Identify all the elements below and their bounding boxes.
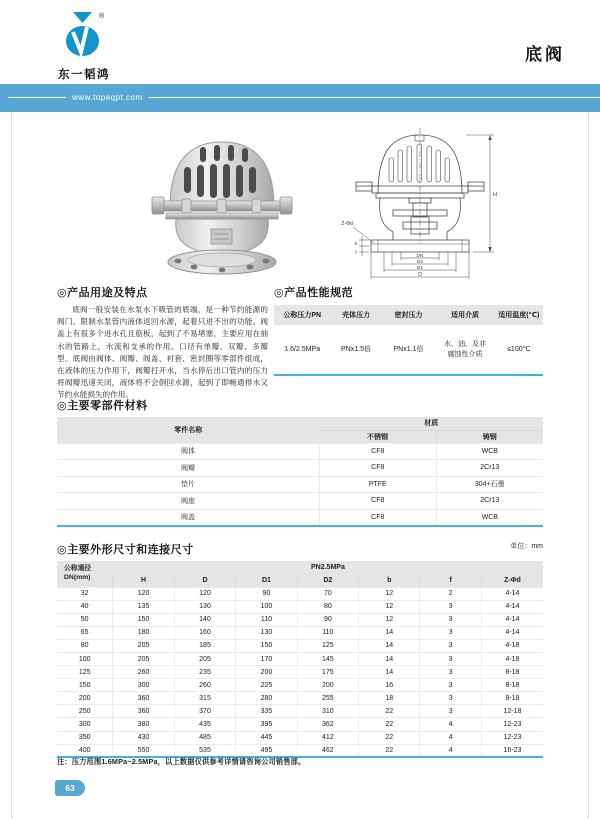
table-cell: 3 (420, 652, 481, 665)
features-heading: ◎产品用途及特点 (57, 287, 148, 299)
table-cell: 12 (359, 613, 420, 626)
table-cell: 4-18 (481, 652, 543, 665)
table-cell: 40 (57, 600, 113, 613)
table-cell: 2Cr13 (436, 493, 543, 510)
table-cell: 2 (420, 587, 481, 600)
table-cell: 315 (174, 692, 235, 705)
section-dimensions (57, 541, 543, 758)
table-cell: 110 (297, 626, 358, 639)
table-cell: 4-14 (481, 600, 543, 613)
column-header: D (174, 574, 235, 587)
table-cell: 485 (174, 731, 235, 744)
column-header: 铸钢 (436, 430, 543, 443)
section-features (57, 284, 268, 402)
table-cell: CF8 (319, 493, 436, 510)
table-cell: 90 (236, 587, 297, 600)
table-cell: 80 (57, 639, 113, 652)
table-cell: 3 (420, 626, 481, 639)
table-header-row (274, 305, 543, 325)
table-cell: 3 (420, 613, 481, 626)
table-row (57, 679, 543, 692)
table-cell: 170 (236, 652, 297, 665)
table-cell: 160 (174, 626, 235, 639)
table-row (57, 639, 543, 652)
table-row (57, 692, 543, 705)
dn-header-line1: 公称通径 (64, 565, 92, 573)
table-cell: 22 (359, 731, 420, 744)
table-cell: ≤100℃ (495, 325, 543, 375)
table-row (57, 718, 543, 731)
table-cell: 495 (236, 744, 297, 757)
right-border-line (588, 112, 589, 819)
dimensions-table (57, 561, 543, 758)
table-cell: 550 (113, 744, 174, 757)
table-cell: 445 (236, 731, 297, 744)
column-header: H (113, 574, 174, 587)
table-cell: PNx1.5倍 (330, 325, 381, 375)
table-cell: 205 (113, 639, 174, 652)
table-cell: 310 (297, 705, 358, 718)
column-group-header: PN2.5MPa (113, 561, 543, 574)
table-cell: 22 (359, 718, 420, 731)
table-cell: 8-18 (481, 666, 543, 679)
table-cell: WCB (436, 443, 543, 460)
table-cell: 3 (420, 639, 481, 652)
column-header: 适用温度(℃) (495, 305, 543, 325)
table-cell: 4-14 (481, 613, 543, 626)
table-cell: 120 (113, 587, 174, 600)
table-cell: 300 (57, 718, 113, 731)
table-cell: 260 (174, 679, 235, 692)
table-cell: 1.6/2.5MPa (274, 325, 330, 375)
table-cell: 535 (174, 744, 235, 757)
table-cell: 185 (174, 639, 235, 652)
table-cell: 395 (236, 718, 297, 731)
table-cell: 32 (57, 587, 113, 600)
dim-label-h: H (493, 192, 497, 198)
table-cell: 14 (359, 639, 420, 652)
page-title: 底阀 (525, 45, 565, 64)
table-cell: 250 (57, 705, 113, 718)
table-cell: 362 (297, 718, 358, 731)
table-cell: CF8 (319, 443, 436, 460)
table-subheader-row (57, 574, 543, 587)
table-cell: 360 (113, 705, 174, 718)
table-cell: 180 (113, 626, 174, 639)
table-cell: 14 (359, 626, 420, 639)
column-header: 零件名称 (57, 417, 319, 443)
section-materials (57, 397, 543, 527)
table-cell: 50 (57, 613, 113, 626)
left-border-line (11, 112, 12, 819)
table-cell: 130 (236, 626, 297, 639)
column-header: D1 (236, 574, 297, 587)
unit-label: 单位：mm (510, 543, 543, 550)
table-cell: 阀座 (57, 493, 319, 510)
table-cell: 120 (174, 587, 235, 600)
table-cell: 14 (359, 666, 420, 679)
table-cell: 4-14 (481, 626, 543, 639)
table-cell: 12-23 (481, 731, 543, 744)
dim-label-zd: Z-Φd (341, 221, 353, 227)
table-cell: 462 (297, 744, 358, 757)
column-group-header: 材质 (319, 417, 543, 430)
table-row (57, 493, 543, 510)
table-cell: CF8 (319, 460, 436, 477)
table-cell: 260 (113, 666, 174, 679)
table-cell: PTFE (319, 476, 436, 493)
table-cell: 阀体 (57, 443, 319, 460)
features-body: 底阀一般安装在水泵水下吸管的底端，是一种节约能源的阀门。限制水泵管内液体返回水源，起着只进不出的功能。阀盖上有很多个进水孔且筋板，起到了不易堵塞，主要应用在抽水的管路上，水流和支承的作用。口径有单瓣、双瓣、多瓣型。底阀由阀体、阀瓣、阀盖、衬套、密封圈等零部件组成，在液体的压力作用下，阀瓣打开水，当水停后出口管内的压力将阀瓣迅速关闭，液体将不会倒回水源，起到了即畅通排水又节约水能损失的作用。 (57, 305, 268, 400)
table-cell: 3 (420, 679, 481, 692)
table-cell: 380 (113, 718, 174, 731)
table-cell: 350 (57, 731, 113, 744)
table-cell: 145 (297, 652, 358, 665)
dimensions-heading: ◎主要外形尺寸和连接尺寸 (57, 544, 194, 556)
dn-header-line2: DN(mm) (64, 573, 91, 581)
trademark-symbol: ® (99, 13, 105, 20)
table-row (57, 509, 543, 526)
table-row (57, 460, 543, 477)
table-cell: 8-18 (481, 692, 543, 705)
table-cell: 110 (236, 613, 297, 626)
table-cell: 335 (236, 705, 297, 718)
table-cell: 4-14 (481, 587, 543, 600)
column-header: D2 (297, 574, 358, 587)
brand-logo-icon (59, 10, 109, 60)
table-cell: 4 (420, 718, 481, 731)
section-performance (274, 284, 543, 376)
table-cell: 304+石墨 (436, 476, 543, 493)
column-header: 公称压力PN (274, 305, 330, 325)
table-cell: 125 (297, 639, 358, 652)
header-bar (0, 84, 600, 112)
table-row (57, 613, 543, 626)
page-number-badge: 63 (55, 780, 85, 796)
table-cell: 140 (174, 613, 235, 626)
table-cell: 垫片 (57, 476, 319, 493)
table-cell: 16-23 (481, 744, 543, 757)
table-cell: WCB (436, 509, 543, 526)
table-row (57, 476, 543, 493)
table-row (57, 443, 543, 460)
table-row (57, 666, 543, 679)
materials-heading: ◎主要零部件材料 (57, 400, 148, 412)
performance-heading: ◎产品性能规范 (274, 287, 354, 299)
table-header-row (57, 561, 543, 574)
table-cell: 205 (113, 652, 174, 665)
column-header: Z-Φd (481, 574, 543, 587)
table-cell: 16 (359, 679, 420, 692)
table-row (57, 652, 543, 665)
column-header: 壳体压力 (330, 305, 381, 325)
table-row (57, 744, 543, 757)
table-cell: 3 (420, 600, 481, 613)
table-cell: 200 (236, 666, 297, 679)
table-cell: 3 (420, 705, 481, 718)
dim-label-f: f (355, 250, 357, 255)
table-cell: 175 (297, 666, 358, 679)
column-header (57, 561, 113, 587)
performance-table (274, 305, 543, 376)
table-cell: 12 (359, 600, 420, 613)
column-header: 不锈钢 (319, 430, 436, 443)
dim-label-d1: D1 (416, 266, 424, 271)
table-cell: 150 (113, 613, 174, 626)
table-cell: 80 (297, 600, 358, 613)
table-row (57, 731, 543, 744)
table-cell: 22 (359, 705, 420, 718)
dim-label-d: D (418, 272, 422, 278)
table-cell: 100 (57, 652, 113, 665)
table-cell: 205 (174, 652, 235, 665)
table-cell: 100 (236, 600, 297, 613)
table-cell: 90 (297, 613, 358, 626)
technical-drawing (331, 124, 511, 284)
table-cell: 阀瓣 (57, 460, 319, 477)
table-cell: 水、油、及非 腐蚀性介质 (435, 325, 494, 375)
table-cell: 235 (174, 666, 235, 679)
table-cell: 435 (174, 718, 235, 731)
column-header: 密封压力 (382, 305, 436, 325)
table-cell: 2Cr13 (436, 460, 543, 477)
table-cell: 130 (174, 600, 235, 613)
table-cell: 280 (236, 692, 297, 705)
table-cell: 200 (57, 692, 113, 705)
table-cell: 4 (420, 731, 481, 744)
column-header: f (420, 574, 481, 587)
table-cell: 14 (359, 652, 420, 665)
table-cell: 70 (297, 587, 358, 600)
table-cell: 412 (297, 731, 358, 744)
brand-name: 东一韬鸿 (58, 69, 110, 81)
table-cell: 22 (359, 744, 420, 757)
table-cell: 65 (57, 626, 113, 639)
table-cell: 3 (420, 692, 481, 705)
table-cell: 200 (297, 679, 358, 692)
materials-table (57, 417, 543, 527)
table-cell: 125 (57, 666, 113, 679)
column-header: 适用介质 (435, 305, 494, 325)
table-cell: 430 (113, 731, 174, 744)
table-cell: 370 (174, 705, 235, 718)
table-cell: 135 (113, 600, 174, 613)
table-cell: 8-18 (481, 679, 543, 692)
table-cell: 阀盖 (57, 509, 319, 526)
table-cell: 255 (297, 692, 358, 705)
table-header-row (57, 417, 543, 430)
product-photo (138, 131, 306, 279)
dim-label-b: b (354, 241, 358, 246)
table-cell: 225 (236, 679, 297, 692)
website-text: www.topeqpt.com (66, 91, 149, 104)
table-row (57, 600, 543, 613)
table-cell: 12-23 (481, 718, 543, 731)
table-cell: 150 (236, 639, 297, 652)
table-cell: 18 (359, 692, 420, 705)
table-cell: 360 (113, 692, 174, 705)
table-cell: 12-18 (481, 705, 543, 718)
column-header: b (359, 574, 420, 587)
table-cell: 4 (420, 744, 481, 757)
table-row (274, 325, 543, 375)
dim-label-dn: DN (416, 254, 424, 259)
table-cell: 150 (57, 679, 113, 692)
footnote: 注：压力范围1.6MPa~2.5MPa，以上数据仅供参考详情请咨询公司销售部。 (57, 757, 306, 766)
brand-logo (46, 10, 122, 82)
table-cell: 12 (359, 587, 420, 600)
dim-label-d2: D2 (416, 260, 424, 265)
table-cell: CF8 (319, 509, 436, 526)
table-cell: 300 (113, 679, 174, 692)
table-cell: PNx1.1倍 (382, 325, 436, 375)
table-cell: 400 (57, 744, 113, 757)
table-cell: 4-18 (481, 639, 543, 652)
table-cell: 3 (420, 666, 481, 679)
table-row (57, 587, 543, 600)
table-row (57, 626, 543, 639)
table-row (57, 705, 543, 718)
